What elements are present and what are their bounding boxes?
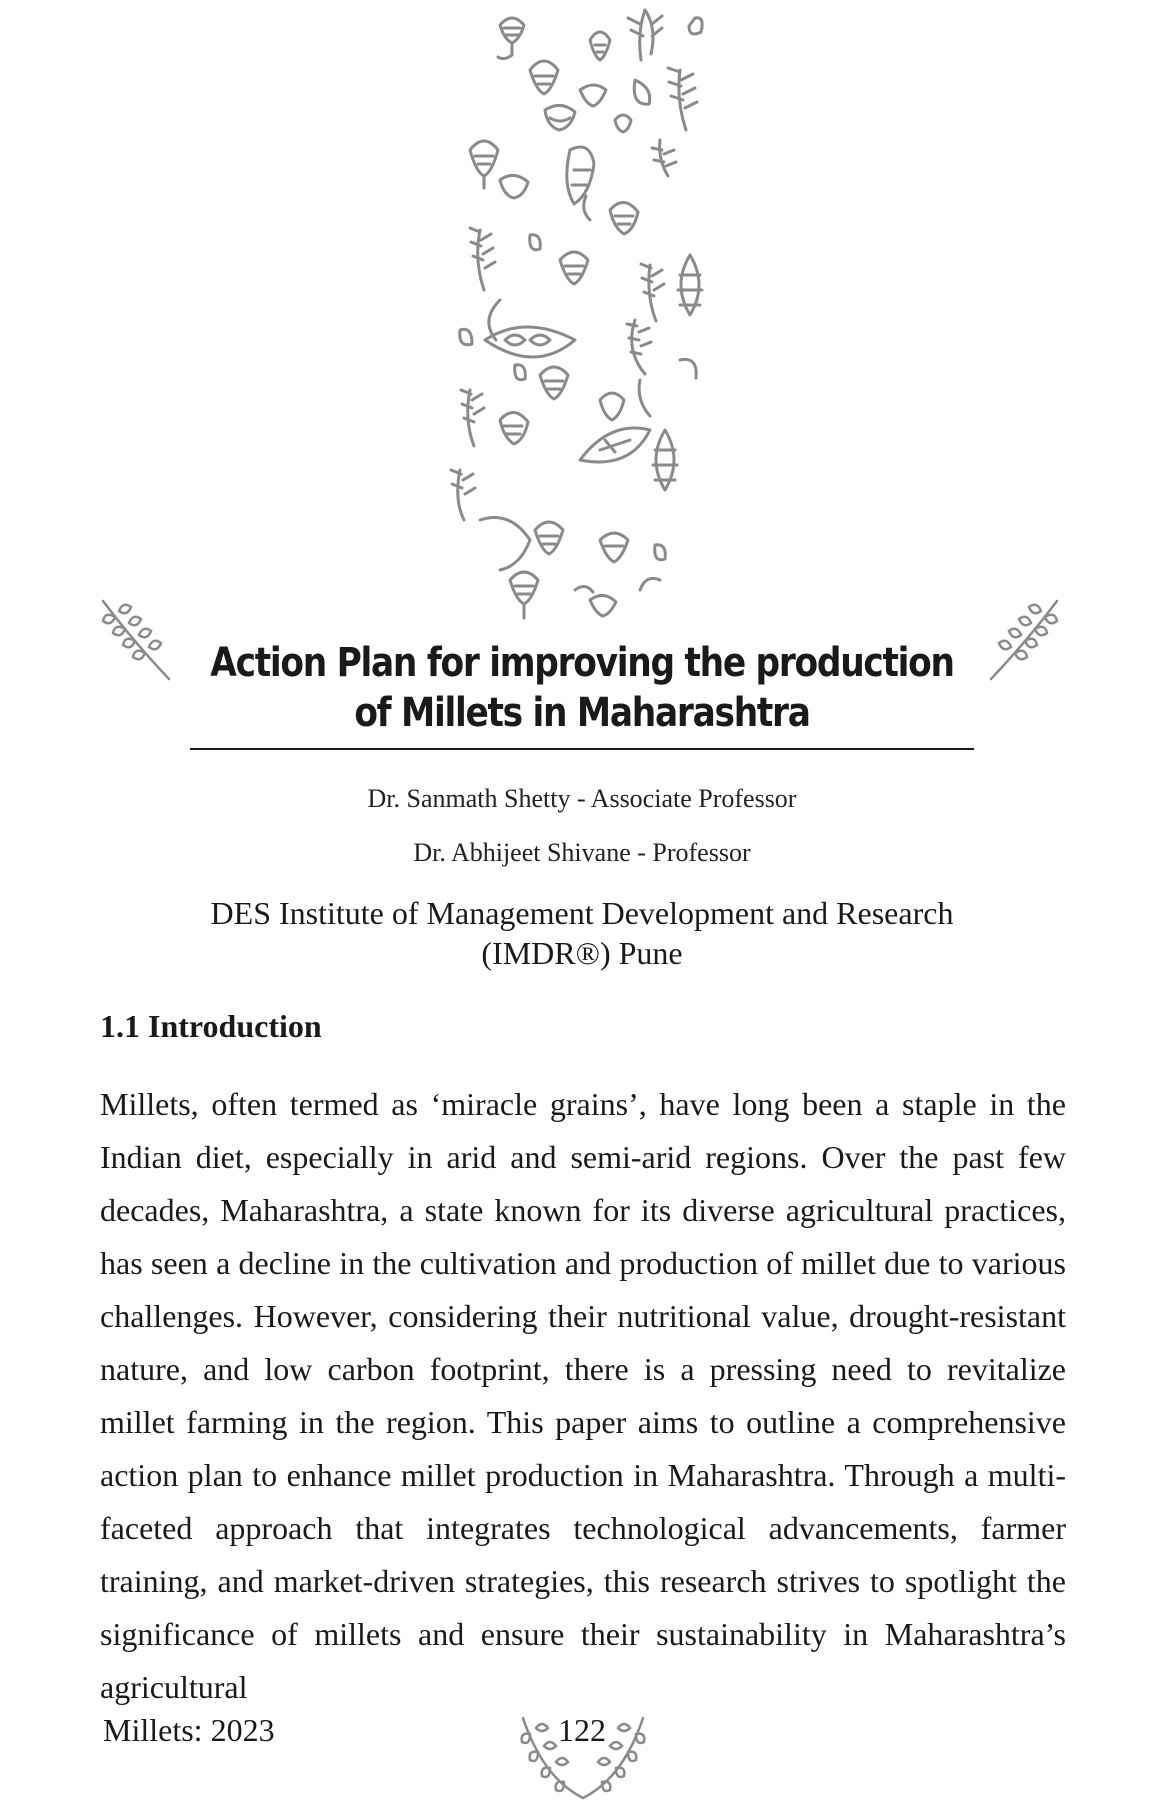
author-1: Dr. Sanmath Shetty - Associate Professor <box>367 784 797 813</box>
wheat-sprig-icon <box>95 595 175 685</box>
title-line-1: Action Plan for improving the production <box>210 640 954 686</box>
wheat-sprig-icon <box>985 595 1065 685</box>
body-paragraph: Millets, often termed as ‘miracle grains’, have long been a staple in the Indian diet, especially in arid and semi-arid regions. Over the past few decades, Maharashtra, a state known for its diverse agricultural practices, has seen a decline in the cultivation and production of millet due to various challenges. However, considering their nutritional value, drought-resistant nature, and low carbon footprint, there is a pressing need to revitalize millet farming in the region. This paper aims to outline a comprehensive action plan to enhance millet production in Maharashtra. Through a multi-faceted approach that integrates technological advancements, farmer training, and market-driven strategies, this research strives to spotlight the significance of millets and ensure their sustainability in Maharashtra’s agricultural <box>100 1086 1066 1705</box>
page-title <box>202 638 962 738</box>
footer-book-title: Millets: 2023 <box>103 1712 275 1748</box>
institution-line-2: (IMDR®) Pune <box>481 935 683 971</box>
author-2: Dr. Abhijeet Shivane - Professor <box>413 838 751 867</box>
page-number: 122 <box>558 1712 606 1748</box>
title-line-2: of Millets in Maharashtra <box>354 690 810 736</box>
section-heading: 1.1 Introduction <box>100 1008 322 1044</box>
institution-line-1: DES Institute of Management Development and Research <box>210 895 954 931</box>
title-rule <box>190 748 974 750</box>
grain-ornament-icon <box>440 0 720 640</box>
